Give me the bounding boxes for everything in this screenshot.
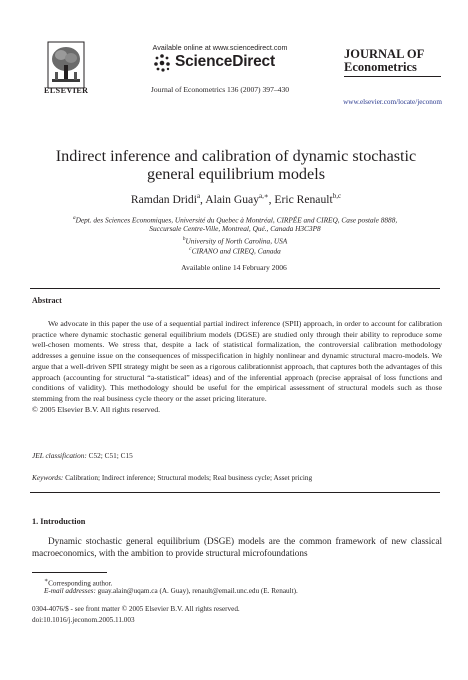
author-marks: a [196, 192, 201, 200]
doi[interactable]: doi:10.1016/j.jeconom.2005.11.003 [32, 616, 135, 624]
abstract-copyright: © 2005 Elsevier B.V. All rights reserved. [32, 404, 161, 414]
affiliation-line: $^c$CIRANO and CIREQ, Canada [189, 246, 281, 256]
affiliation-line: $^a$Dept. des Sciences Economiques, Université du Quebec à Montréal, CIRPÉE and CIREQ, Case postale 8888, [72, 215, 398, 225]
author-marks: a,∗ [259, 192, 269, 200]
email-label: E-mail addresses: [44, 587, 96, 595]
affiliation-line: Succursale Centre-Ville, Montreal, Qué., Canada H3C3P8 [149, 224, 321, 233]
journal-name-line2: Econometrics [344, 60, 417, 74]
journal-url-link[interactable]: www.elsevier.com/locate/jeconom [343, 98, 442, 106]
keywords-value: Calibration; Indirect inference; Structural models; Real business cycle; Asset pricing [63, 473, 313, 482]
author-list: Ramdan Dridi$^a$, Alain Guay$^{a,∗}$, Eric Renault$^{b,c}$ [130, 192, 342, 206]
available-online-banner: Available online at www.sciencedirect.com [152, 43, 288, 52]
affiliation-mark: b [182, 236, 186, 242]
author-name: Alain Guay [205, 192, 259, 206]
journal-name-line1: JOURNAL OF [344, 47, 425, 61]
section-heading: 1. Introduction [32, 517, 86, 526]
available-online-date: Available online 14 February 2006 [181, 263, 287, 272]
divider [30, 492, 440, 493]
sciencedirect-logo-text: ScienceDirect [175, 53, 275, 70]
jel-label: JEL classification: [32, 451, 87, 460]
author-marks: b,c [332, 192, 342, 200]
affiliation-line: $^b$University of North Carolina, USA [182, 236, 288, 246]
paper-title: Indirect inference and calibration of dynamic stochastic general equilibrium models [55, 147, 417, 183]
affiliation-mark: c [189, 246, 192, 252]
abstract-text [32, 319, 442, 415]
publisher-name: ELSEVIER [44, 86, 89, 95]
jel-classification [32, 451, 442, 460]
front-matter-notice: 0304-4076/$ - see front matter © 2005 Elsevier B.V. All rights reserved. [32, 605, 240, 613]
sciencedirect-dots-icon [153, 53, 173, 73]
footnote-emails [44, 587, 444, 597]
author-name: Eric Renault [274, 192, 333, 206]
journal-citation: Journal of Econometrics 136 (2007) 397–430 [150, 85, 290, 94]
journal-name-underline [344, 76, 441, 77]
introduction-text: Dynamic stochastic general equilibrium (DSGE) models are the common framework of new classical macroeconomics, with the ambition to provide structural microfoundations [32, 536, 442, 558]
keywords [32, 473, 442, 482]
journal-name [344, 48, 444, 74]
author-name: Ramdan Dridi [130, 192, 197, 206]
divider [30, 288, 440, 289]
email-text: guay.alain@uqam.ca (A. Guay), renault@email.unc.edu (E. Renault). [95, 587, 298, 595]
abstract-heading: Abstract [32, 296, 62, 305]
footnote-corresponding: ∗Corresponding author. [44, 578, 113, 588]
abstract-body: We advocate in this paper the use of a sequential partial indirect inference (SPII) approach, in order to account for calibration practice where dynamic stochastic general equilibrium models (DGSE) are studied only through their ability to reproduce some well-chosen moments. We stress that, despite a lack of statistical formalization, the controversial calibration methodology addresses a genuine issue on the consequences of misspecification in highly nonlinear and dynamic structural macro-models. We argue that a well-driven SPII strategy might be seen as a rigorous calibrationnist approach, that captures both the advantages of this approach (accounting for structural “a-statistical” ideas) and of the inferential approach (precise appraisal of loss functions and conditions of validity). This methodology should be useful for the empirical assessment of structural models such as those stemming from the real business cycle theory or the asset pricing literature. [32, 319, 442, 403]
footnote-divider [32, 572, 107, 573]
jel-value: C52; C51; C15 [86, 451, 133, 460]
keywords-label: Keywords: [32, 473, 64, 482]
affiliation-mark: a [72, 215, 76, 221]
